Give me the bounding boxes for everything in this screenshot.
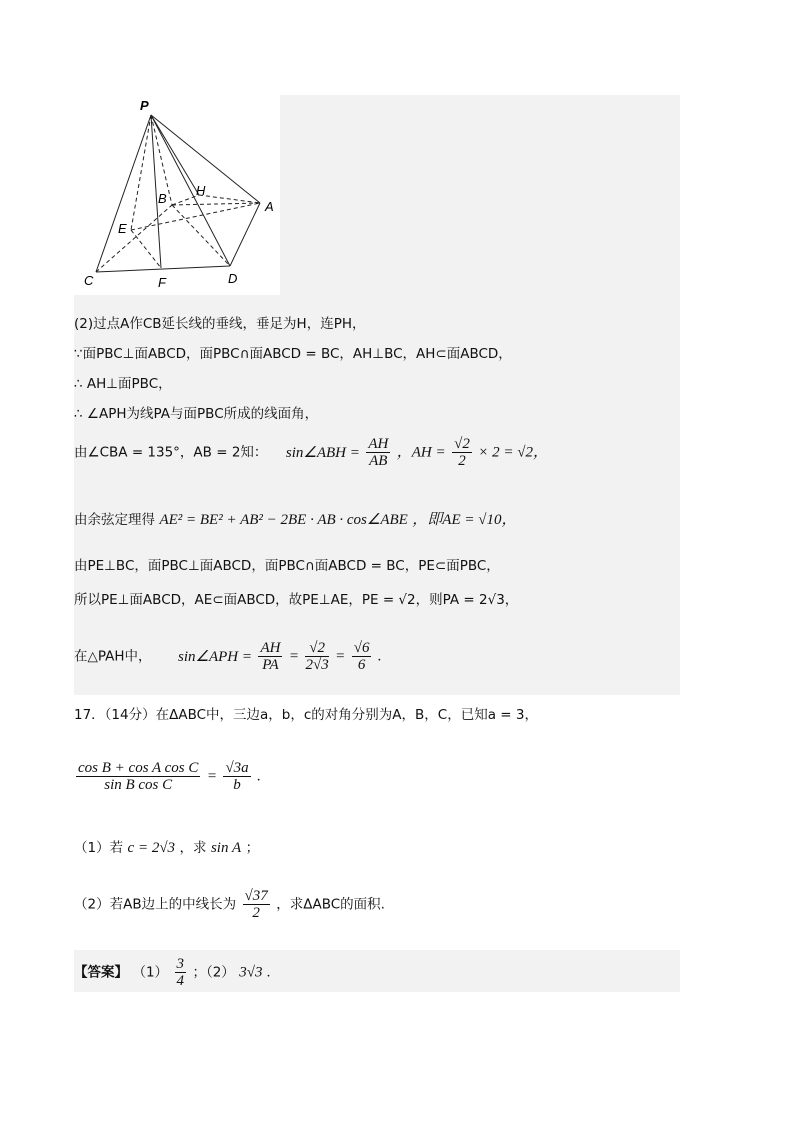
label-F: F [158,275,166,290]
sin-abh: sin∠ABH = [285,444,360,461]
q1-prefix: （1）若 [74,840,124,856]
times-two: × 2 = √2， [478,444,549,461]
answer-2-value: 3√3 [239,964,263,981]
frac-sqrt37-2-num: √37 [244,888,268,904]
frac-ah-pa-num: AH [260,640,281,656]
label-B: B [158,191,167,206]
q1-ask: ，求 [179,840,207,856]
sin-aph: sin∠APH = [178,648,252,665]
given-eq-end: . [257,768,261,785]
frac-sqrt3a-b-num: √3a [225,760,249,776]
label-P: P [140,98,149,113]
label-C: C [84,273,94,288]
answer-1-frac [175,956,187,989]
cosine-law-formula: AE² = BE² + AB² − 2BE · AB · cos∠ABE [159,512,408,528]
frac-ah-pa-den: PA [262,657,279,673]
frac-ah-pa [258,640,282,673]
proof-line-7: 由PE⊥BC，面PBC⊥面ABCD，面PBC∩面ABCD = BC，PE⊂面PBC， [74,558,500,574]
answer-1-den: 4 [176,973,184,989]
pyramid-figure [74,95,280,295]
ah-eq: ，AH = [396,444,446,461]
eq-sign-2: = [335,648,346,665]
given-eq-sign: = [206,768,217,785]
q2-prefix: （2）若AB边上的中线长为 [74,896,237,913]
frac-sqrt2-2-num: √2 [454,436,470,452]
frac-sqrt3a-b-den: b [233,777,241,793]
triangle-pah: 在△PAH中， [74,648,152,665]
problem-17-statement: 17．（14分）在ΔABC中，三边a，b，c的对角分别为A，B，C，已知a = 3， [74,707,538,723]
label-E: E [118,221,127,236]
frac-cos-expr-den: sin B cos C [104,777,173,793]
answer-2-end: . [266,964,271,981]
proof-line-3: ∴ AH⊥面PBC， [74,376,172,392]
frac-sqrt2-2sqrt3-den: 2√3 [305,657,329,673]
frac-sqrt6-6 [352,640,372,673]
proof-line-8: 所以PE⊥面ABCD，AE⊂面ABCD，故PE⊥AE，PE = √2，则PA = 2√3， [74,592,519,608]
answer-2-label: ；（2） [192,964,235,981]
q1-end: ； [245,840,260,856]
frac-ah-ab-den: AB [369,453,388,469]
question-2 [74,888,385,921]
answer-line [74,956,271,989]
q1-condition: c = 2√3 [127,840,176,856]
frac-ah-ab [366,436,390,469]
frac-sqrt37-2 [243,888,270,921]
answer-tag: 【答案】 [74,964,128,981]
proof-line-5 [74,436,548,469]
period: . [377,648,382,665]
frac-sqrt2-2-den: 2 [458,453,466,469]
frac-sqrt2-2 [452,436,472,469]
answer-1-num: 3 [176,956,184,972]
frac-cos-expr-num: cos B + cos A cos C [78,760,199,776]
frac-ah-ab-num: AH [368,436,389,452]
given-equation [74,760,261,793]
frac-sqrt6-6-num: √6 [353,640,370,656]
q2-suffix: ，求ΔABC的面积. [276,896,385,913]
question-1 [74,838,259,858]
frac-sqrt2-2sqrt3 [305,640,328,673]
label-A: A [265,199,274,214]
label-H: H [196,183,206,198]
q1-target: sin A [210,840,242,856]
frac-cos-expr [76,760,200,793]
ae-result: ，即AE = √10， [412,512,517,528]
frac-sqrt6-6-den: 6 [357,657,366,673]
proof-line-2: ∵面PBC⊥面ABCD，面PBC∩面ABCD = BC，AH⊥BC，AH⊂面ABCD， [74,346,512,362]
cosine-law-prefix: 由余弦定理得 [74,512,155,528]
frac-sqrt3a-b [223,760,250,793]
frac-sqrt2-2sqrt3-num: √2 [305,640,328,657]
eq-sign-1: = [288,648,300,665]
solution-panel-top-right [280,95,680,295]
proof-line-5-prefix: 由∠CBA = 135°，AB = 2知： [74,444,268,461]
frac-sqrt37-2-den: 2 [252,905,260,921]
label-D: D [228,271,238,286]
proof-line-6 [74,510,516,530]
answer-1-label: （1） [132,964,169,981]
proof-line-9 [74,640,382,673]
proof-line-4: ∴ ∠APH为线PA与面PBC所成的线面角， [74,406,319,422]
proof-line-1: (2)过点A作CB延长线的垂线，垂足为H，连PH， [74,316,366,332]
